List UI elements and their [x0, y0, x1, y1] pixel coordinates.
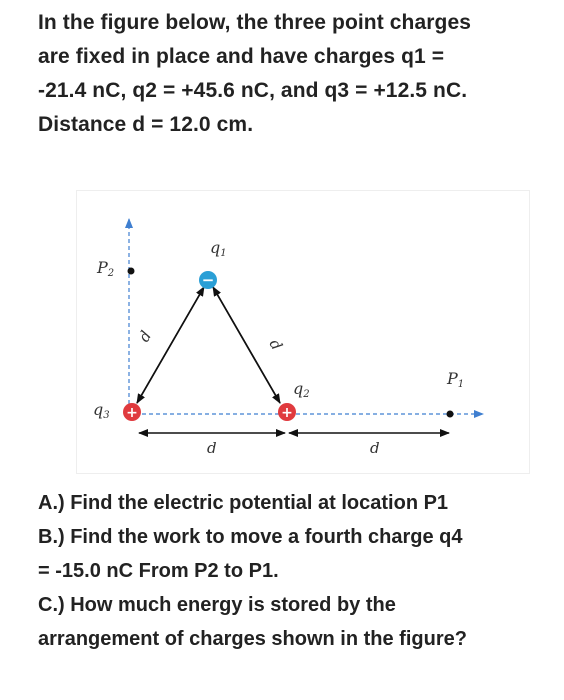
- charge-q1: [199, 271, 217, 289]
- q1-label: q1: [210, 238, 227, 259]
- q2-label: q2: [293, 379, 310, 400]
- point-p1: [447, 411, 454, 418]
- problem-line: Distance d = 12.0 cm.: [38, 113, 254, 136]
- question-list: [38, 486, 548, 656]
- d-label-right-side: d: [265, 336, 286, 354]
- plus-icon: +: [281, 405, 293, 421]
- plus-icon: +: [126, 405, 138, 421]
- question-line: arrangement of charges shown in the figure?: [38, 628, 467, 650]
- problem-line: are fixed in place and have charges q1 =: [38, 45, 445, 68]
- charge-diagram-svg: [77, 191, 529, 473]
- question-line: B.) Find the work to move a fourth charge q4: [38, 526, 463, 548]
- problem-statement: [38, 6, 538, 142]
- question-line: A.) Find the electric potential at location P1: [38, 492, 449, 514]
- p2-label: P2: [97, 258, 115, 279]
- d-label-bottom-right: d: [370, 439, 380, 457]
- minus-icon: −: [201, 271, 215, 289]
- question-line: C.) How much energy is stored by the: [38, 594, 396, 616]
- point-p2: [128, 268, 135, 275]
- question-line: = -15.0 nC From P2 to P1.: [38, 560, 279, 582]
- side-q3-q1: [134, 287, 204, 403]
- charge-diagram: [76, 190, 530, 474]
- q3-label: q3: [93, 400, 110, 421]
- problem-line: -21.4 nC, q2 = +45.6 nC, and q3 = +12.5 nC.: [38, 79, 468, 102]
- charge-q2: [278, 403, 296, 421]
- p1-label: P1: [447, 369, 465, 390]
- d-label-left-side: d: [134, 327, 156, 345]
- charge-q3: [123, 403, 141, 421]
- problem-line: In the figure below, the three point charges: [38, 11, 472, 34]
- d-label-bottom-left: d: [207, 439, 217, 457]
